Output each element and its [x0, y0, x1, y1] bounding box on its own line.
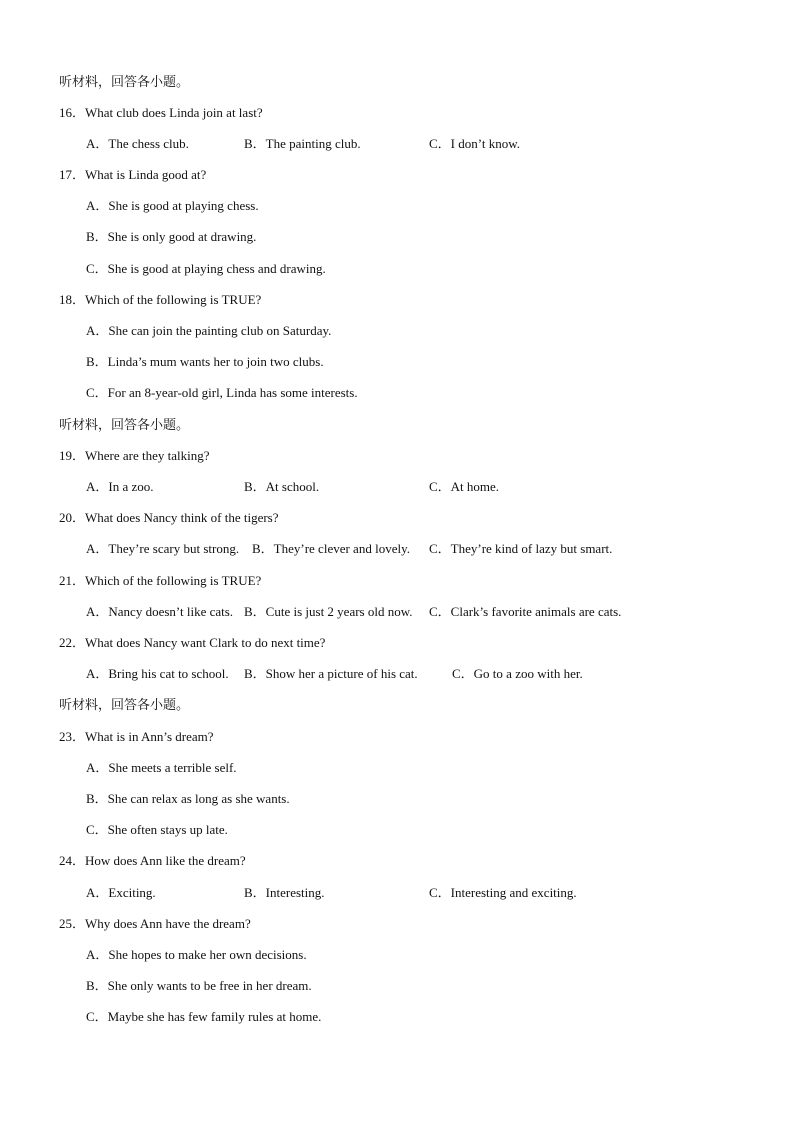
- question-number: 21．: [59, 573, 86, 588]
- question-17: [59, 167, 206, 183]
- question-23: [59, 729, 214, 745]
- option-20-a: A．They’re scary but strong.: [86, 541, 240, 556]
- option-21-b: B．Cute is just 2 years old now.: [244, 604, 413, 619]
- question-stem: What does Nancy think of the tigers?: [85, 510, 279, 525]
- option-24-c: C．Interesting and exciting.: [429, 885, 577, 900]
- option-23-a: A．She meets a terrible self.: [86, 760, 237, 775]
- option-19-c: C．At home.: [429, 479, 500, 494]
- question-number: 24．: [59, 853, 86, 868]
- option-23-b: B．She can relax as long as she wants.: [86, 791, 290, 806]
- question-24: [59, 853, 246, 869]
- option-19-b: B．At school.: [244, 479, 320, 494]
- question-stem: What is in Ann’s dream?: [85, 729, 214, 744]
- question-number: 23．: [59, 729, 86, 744]
- option-25-c: C．Maybe she has few family rules at home.: [86, 1009, 322, 1024]
- question-number: 18．: [59, 292, 86, 307]
- question-number: 22．: [59, 635, 86, 650]
- option-21-c: C．Clark’s favorite animals are cats.: [429, 604, 622, 619]
- question-21: [59, 573, 261, 589]
- option-18-c: C．For an 8-year-old girl, Linda has some interests.: [86, 385, 358, 400]
- option-21-a: A．Nancy doesn’t like cats.: [86, 604, 234, 619]
- question-stem: What is Linda good at?: [85, 167, 207, 182]
- question-19: [59, 448, 210, 464]
- option-17-b: B．She is only good at drawing.: [86, 229, 257, 244]
- question-stem: What club does Linda join at last?: [85, 105, 263, 120]
- section-intro: 听材料，回答各小题。: [59, 417, 190, 432]
- option-16-a: A．The chess club.: [86, 136, 189, 151]
- question-stem: Which of the following is TRUE?: [85, 573, 262, 588]
- question-18: [59, 292, 261, 308]
- option-22-a: A．Bring his cat to school.: [86, 666, 229, 681]
- option-24-b: B．Interesting.: [244, 885, 325, 900]
- option-18-a: A．She can join the painting club on Saturday.: [86, 323, 332, 338]
- question-16: [59, 105, 263, 121]
- option-25-a: A．She hopes to make her own decisions.: [86, 947, 307, 962]
- question-stem: Why does Ann have the dream?: [85, 916, 251, 931]
- option-18-b: B．Linda’s mum wants her to join two clubs.: [86, 354, 324, 369]
- option-22-c: C．Go to a zoo with her.: [452, 666, 583, 681]
- section-intro: 听材料，回答各小题。: [59, 74, 190, 89]
- question-stem: Where are they talking?: [85, 448, 210, 463]
- question-20: [59, 510, 279, 526]
- section-intro: 听材料，回答各小题。: [59, 697, 190, 712]
- option-19-a: A．In a zoo.: [86, 479, 154, 494]
- question-stem: How does Ann like the dream?: [85, 853, 246, 868]
- question-number: 17．: [59, 167, 86, 182]
- option-23-c: C．She often stays up late.: [86, 822, 228, 837]
- question-22: [59, 635, 325, 651]
- question-number: 19．: [59, 448, 86, 463]
- question-number: 20．: [59, 510, 86, 525]
- option-17-a: A．She is good at playing chess.: [86, 198, 259, 213]
- option-25-b: B．She only wants to be free in her dream.: [86, 978, 312, 993]
- question-number: 25．: [59, 916, 86, 931]
- option-20-c: C．They’re kind of lazy but smart.: [429, 541, 613, 556]
- option-16-c: C．I don’t know.: [429, 136, 521, 151]
- question-25: [59, 916, 251, 932]
- option-22-b: B．Show her a picture of his cat.: [244, 666, 418, 681]
- question-number: 16．: [59, 105, 86, 120]
- option-20-b: B．They’re clever and lovely.: [252, 541, 410, 556]
- option-17-c: C．She is good at playing chess and drawing.: [86, 261, 326, 276]
- question-stem: Which of the following is TRUE?: [85, 292, 262, 307]
- option-16-b: B．The painting club.: [244, 136, 361, 151]
- option-24-a: A．Exciting.: [86, 885, 156, 900]
- question-stem: What does Nancy want Clark to do next time?: [85, 635, 326, 650]
